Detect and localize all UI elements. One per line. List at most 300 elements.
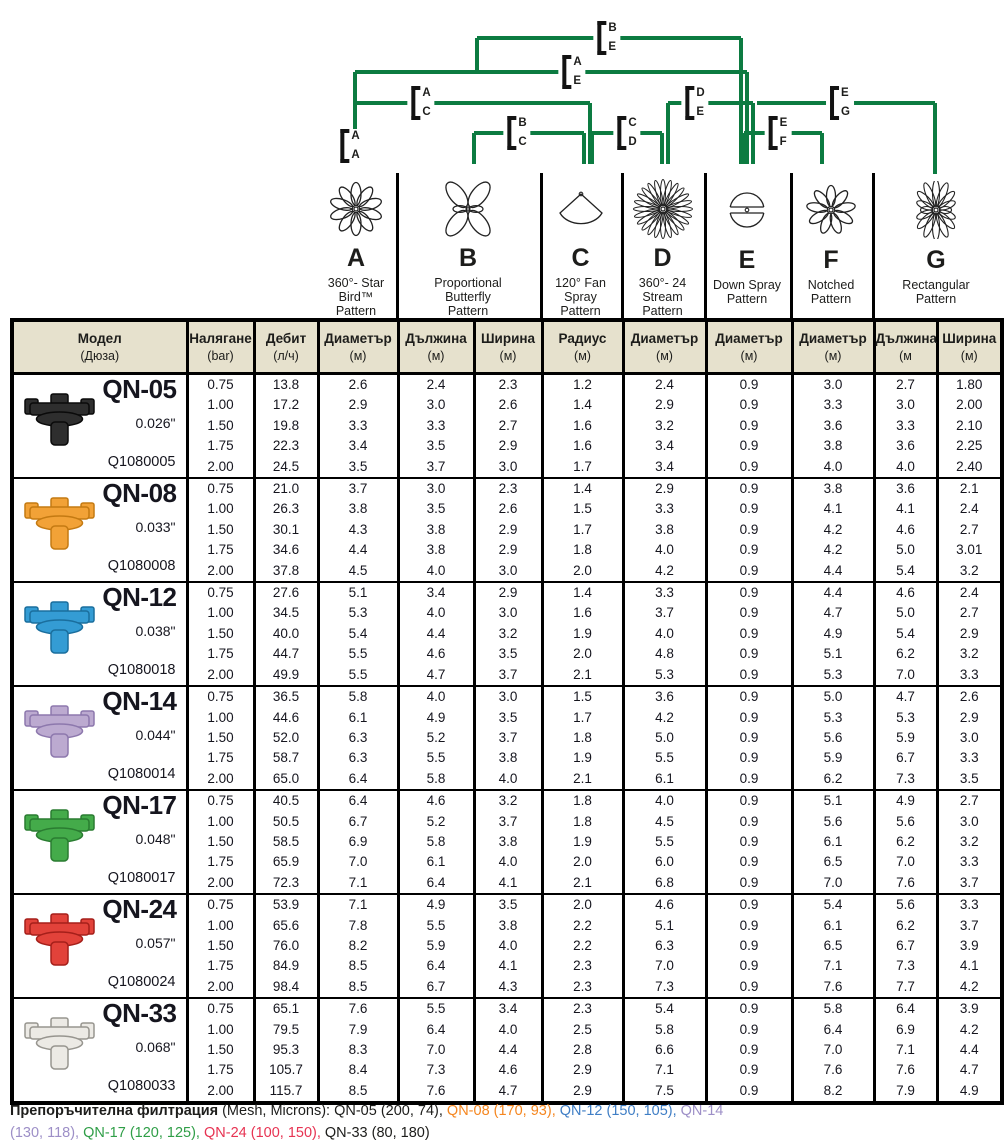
data-cell: 7.8 — [318, 916, 398, 936]
data-cell: 4.7 — [792, 603, 874, 623]
data-cell: 0.9 — [706, 665, 792, 686]
data-cell: 3.5 — [398, 436, 474, 456]
data-cell: 4.1 — [874, 499, 937, 519]
data-cell: 7.3 — [874, 769, 937, 790]
data-cell: 2.7 — [474, 416, 542, 436]
data-cell: 1.00 — [187, 499, 254, 519]
data-cell: 2.7 — [937, 790, 1002, 811]
data-cell: 2.1 — [542, 873, 623, 894]
part-number: Q1080018 — [107, 661, 176, 678]
footnote-segment: Препоръчителна филтрация — [10, 1103, 219, 1119]
data-cell: 5.3 — [318, 603, 398, 623]
data-cell: 5.9 — [874, 728, 937, 748]
data-cell: 1.50 — [187, 1040, 254, 1060]
data-cell: 7.0 — [398, 1040, 474, 1060]
data-cell: 7.6 — [792, 977, 874, 998]
butterfly-pattern-icon — [429, 178, 507, 240]
data-cell: 34.6 — [254, 540, 318, 560]
bracket-glyph — [597, 21, 606, 55]
data-cell: 7.1 — [623, 1060, 706, 1080]
data-cell: 2.25 — [937, 436, 1002, 456]
data-cell: 1.50 — [187, 624, 254, 644]
data-cell: 65.0 — [254, 769, 318, 790]
pattern-caption-line: Pattern — [335, 303, 377, 318]
data-cell: 2.9 — [474, 436, 542, 456]
data-cell: 3.0 — [937, 812, 1002, 832]
fan-spray-pattern-icon — [551, 185, 611, 233]
data-cell: 1.6 — [542, 436, 623, 456]
data-cell: 2.9 — [937, 708, 1002, 728]
pattern-caption — [434, 276, 501, 318]
orifice-size: 0.044" — [135, 727, 176, 744]
data-cell: 2.1 — [937, 478, 1002, 499]
nozzle-icon — [24, 600, 96, 656]
data-cell: 0.9 — [706, 561, 792, 582]
data-cell: 7.3 — [623, 977, 706, 998]
table-row — [12, 686, 1002, 707]
pattern-letter: E — [738, 246, 756, 274]
data-cell: 0.9 — [706, 603, 792, 623]
data-cell: 3.8 — [792, 478, 874, 499]
data-cell: 5.1 — [792, 790, 874, 811]
data-cell: 76.0 — [254, 936, 318, 956]
data-cell: 6.7 — [398, 977, 474, 998]
bracket-line — [588, 103, 592, 164]
data-cell: 2.9 — [623, 478, 706, 499]
data-cell: 4.2 — [623, 561, 706, 582]
data-cell: 4.0 — [474, 936, 542, 956]
data-cell: 5.8 — [623, 1020, 706, 1040]
data-cell: 3.4 — [318, 436, 398, 456]
data-cell: 1.50 — [187, 520, 254, 540]
data-cell: 7.0 — [874, 665, 937, 686]
data-cell: 7.1 — [792, 956, 874, 976]
data-cell: 3.0 — [874, 395, 937, 415]
data-cell: 58.5 — [254, 832, 318, 852]
data-cell: 2.0 — [542, 852, 623, 872]
data-cell: 3.8 — [623, 520, 706, 540]
pattern-caption-line: Notched — [807, 278, 855, 292]
data-cell: 4.9 — [398, 708, 474, 728]
data-cell: 4.4 — [474, 1040, 542, 1060]
data-cell: 2.8 — [542, 1040, 623, 1060]
data-cell: 0.9 — [706, 582, 792, 603]
data-cell: 5.8 — [398, 769, 474, 790]
data-cell: 5.9 — [398, 936, 474, 956]
data-cell: 3.2 — [474, 790, 542, 811]
data-cell: 8.5 — [318, 1081, 398, 1103]
model-cell-QN-12 — [12, 582, 187, 686]
data-cell: 7.1 — [874, 1040, 937, 1060]
orifice-size: 0.068" — [135, 1039, 176, 1056]
data-cell: 40.0 — [254, 624, 318, 644]
data-cell: 0.9 — [706, 686, 792, 707]
data-cell: 3.0 — [937, 728, 1002, 748]
bracket-label-EF — [765, 116, 792, 150]
data-cell: 2.40 — [937, 457, 1002, 478]
part-number: Q1080017 — [107, 869, 176, 886]
bracket-label-BC — [503, 116, 530, 150]
nozzle-icon — [24, 392, 96, 448]
data-cell: 0.75 — [187, 998, 254, 1019]
data-cell: 5.1 — [318, 582, 398, 603]
data-cell: 3.0 — [792, 374, 874, 396]
part-number: Q1080024 — [107, 973, 176, 990]
bracket-top-letter: E — [779, 116, 788, 129]
data-cell: 4.4 — [318, 540, 398, 560]
data-cell: 2.3 — [474, 374, 542, 396]
bracket-glyph — [562, 55, 571, 89]
data-cell: 1.7 — [542, 457, 623, 478]
data-cell: 5.2 — [398, 812, 474, 832]
data-cell: 3.8 — [474, 832, 542, 852]
data-cell: 6.3 — [318, 728, 398, 748]
data-cell: 2.00 — [187, 1081, 254, 1103]
data-cell: 1.4 — [542, 582, 623, 603]
data-cell: 5.3 — [623, 665, 706, 686]
bracket-top-letter: B — [608, 21, 617, 34]
bracket-line — [353, 72, 357, 130]
data-cell: 5.4 — [623, 998, 706, 1019]
data-cell: 2.9 — [623, 395, 706, 415]
data-cell: 6.4 — [792, 1020, 874, 1040]
data-cell: 1.2 — [542, 374, 623, 396]
data-cell: 7.5 — [623, 1081, 706, 1103]
data-cell: 5.2 — [398, 728, 474, 748]
bracket-glyph — [685, 86, 694, 120]
bracket-line — [472, 133, 476, 164]
data-cell: 3.8 — [318, 499, 398, 519]
footnote-segment: QN-24 (100, 150), — [204, 1125, 325, 1141]
data-cell: 6.1 — [318, 708, 398, 728]
pattern-caption-line: Pattern — [560, 303, 601, 318]
data-cell: 1.00 — [187, 395, 254, 415]
data-cell: 5.6 — [792, 812, 874, 832]
data-cell: 3.7 — [623, 603, 706, 623]
data-cell: 84.9 — [254, 956, 318, 976]
data-cell: 3.3 — [398, 416, 474, 436]
data-cell: 4.4 — [792, 561, 874, 582]
data-cell: 58.7 — [254, 748, 318, 768]
data-cell: 4.0 — [623, 624, 706, 644]
data-cell: 5.8 — [398, 832, 474, 852]
data-cell: 5.4 — [318, 624, 398, 644]
data-cell: 5.8 — [792, 998, 874, 1019]
column-header-7: Диаметър (м) — [623, 320, 706, 374]
data-cell: 5.4 — [874, 561, 937, 582]
data-cell: 3.8 — [792, 436, 874, 456]
data-cell: 4.7 — [474, 1081, 542, 1103]
data-cell: 3.2 — [623, 416, 706, 436]
data-cell: 1.00 — [187, 708, 254, 728]
data-cell: 0.9 — [706, 624, 792, 644]
data-cell: 0.9 — [706, 748, 792, 768]
data-cell: 1.50 — [187, 416, 254, 436]
data-cell: 3.3 — [937, 852, 1002, 872]
data-cell: 2.0 — [542, 894, 623, 915]
data-cell: 1.00 — [187, 812, 254, 832]
pattern-caption — [555, 276, 606, 318]
data-cell: 3.3 — [937, 665, 1002, 686]
star-bird-pattern-icon — [324, 178, 388, 240]
bracket-glyph — [830, 86, 839, 120]
data-cell: 1.4 — [542, 478, 623, 499]
pattern-caption-line: 360°- Star — [327, 275, 385, 290]
data-cell: 0.9 — [706, 873, 792, 894]
data-cell: 95.3 — [254, 1040, 318, 1060]
data-cell: 1.8 — [542, 728, 623, 748]
data-cell: 115.7 — [254, 1081, 318, 1103]
model-cell-QN-08 — [12, 478, 187, 582]
data-cell: 4.6 — [874, 582, 937, 603]
data-cell: 4.9 — [937, 1081, 1002, 1103]
pattern-caption — [713, 278, 781, 306]
data-cell: 4.3 — [318, 520, 398, 540]
orifice-size: 0.026" — [135, 415, 176, 431]
bracket-line — [933, 103, 937, 174]
part-number: Q1080008 — [107, 557, 176, 574]
data-cell: 4.4 — [398, 624, 474, 644]
column-header-1: Налягане (bar) — [187, 320, 254, 374]
data-cell: 5.1 — [623, 916, 706, 936]
data-cell: 5.3 — [792, 665, 874, 686]
data-cell: 36.5 — [254, 686, 318, 707]
data-cell: 13.8 — [254, 374, 318, 396]
data-cell: 4.2 — [937, 1020, 1002, 1040]
data-cell: 7.9 — [318, 1020, 398, 1040]
data-cell: 2.4 — [398, 374, 474, 396]
data-cell: 2.3 — [542, 998, 623, 1019]
data-cell: 6.0 — [623, 852, 706, 872]
data-cell: 1.00 — [187, 916, 254, 936]
data-cell: 5.5 — [318, 665, 398, 686]
data-cell: 105.7 — [254, 1060, 318, 1080]
pattern-cell-F — [790, 173, 872, 318]
pattern-caption-line: Pattern — [447, 303, 489, 318]
data-cell: 1.9 — [542, 624, 623, 644]
data-cell: 4.0 — [874, 457, 937, 478]
data-cell: 3.5 — [318, 457, 398, 478]
model-cell-QN-33 — [12, 998, 187, 1103]
pattern-caption — [639, 276, 686, 318]
pattern-caption-line: Pattern — [810, 292, 852, 307]
data-cell: 5.6 — [792, 728, 874, 748]
pattern-caption-line: Pattern — [726, 292, 768, 307]
data-cell: 7.3 — [874, 956, 937, 976]
data-cell: 3.5 — [398, 499, 474, 519]
footnote-segment: QN-12 (150, 105), — [559, 1103, 681, 1119]
data-cell: 6.4 — [398, 1020, 474, 1040]
pattern-letter: G — [926, 246, 946, 274]
data-cell: 4.7 — [937, 1060, 1002, 1080]
data-cell: 3.0 — [474, 457, 542, 478]
data-cell: 5.5 — [398, 748, 474, 768]
data-cell: 2.9 — [542, 1081, 623, 1103]
data-cell: 0.9 — [706, 374, 792, 396]
pattern-cell-A — [316, 173, 396, 318]
data-cell: 4.1 — [792, 499, 874, 519]
data-cell: 22.3 — [254, 436, 318, 456]
bracket-label-AA — [336, 129, 363, 163]
data-cell: 1.75 — [187, 956, 254, 976]
data-cell: 3.2 — [937, 561, 1002, 582]
orifice-size: 0.057" — [135, 935, 176, 952]
bracket-line — [660, 133, 664, 164]
data-cell: 1.9 — [542, 832, 623, 852]
data-cell: 0.9 — [706, 769, 792, 790]
model-cell-QN-14 — [12, 686, 187, 790]
data-cell: 3.4 — [623, 436, 706, 456]
part-number: Q1080014 — [107, 765, 176, 782]
data-cell: 2.0 — [542, 561, 623, 582]
data-cell: 6.3 — [623, 936, 706, 956]
data-cell: 2.9 — [542, 1060, 623, 1080]
data-cell: 2.00 — [187, 457, 254, 478]
data-cell: 0.9 — [706, 499, 792, 519]
data-cell: 4.2 — [937, 977, 1002, 998]
column-header-2: Дебит (л/ч) — [254, 320, 318, 374]
data-cell: 3.7 — [318, 478, 398, 499]
pattern-cell-G — [872, 173, 1000, 318]
bracket-bottom-letter: C — [518, 136, 527, 148]
column-header-6: Радиус (м) — [542, 320, 623, 374]
data-cell: 1.50 — [187, 936, 254, 956]
data-cell: 4.5 — [623, 812, 706, 832]
data-cell: 4.0 — [792, 457, 874, 478]
data-cell: 3.3 — [937, 894, 1002, 915]
data-cell: 4.4 — [792, 582, 874, 603]
data-cell: 2.1 — [542, 769, 623, 790]
data-cell: 6.4 — [398, 873, 474, 894]
table-row — [12, 478, 1002, 499]
data-cell: 1.80 — [937, 374, 1002, 396]
data-cell: 1.00 — [187, 1020, 254, 1040]
data-cell: 8.5 — [318, 977, 398, 998]
data-cell: 3.4 — [398, 582, 474, 603]
model-cell-QN-05 — [12, 374, 187, 479]
data-cell: 26.3 — [254, 499, 318, 519]
data-cell: 1.50 — [187, 728, 254, 748]
bracket-label-AC — [407, 86, 434, 120]
pattern-letter: B — [458, 243, 478, 272]
data-cell: 2.4 — [937, 582, 1002, 603]
data-cell: 7.6 — [398, 1081, 474, 1103]
data-cell: 7.6 — [874, 873, 937, 894]
data-cell: 0.9 — [706, 728, 792, 748]
data-cell: 3.3 — [937, 748, 1002, 768]
data-cell: 1.8 — [542, 540, 623, 560]
data-cell: 0.9 — [706, 1060, 792, 1080]
data-cell: 3.9 — [937, 936, 1002, 956]
table-row — [12, 790, 1002, 811]
data-cell: 4.0 — [474, 1020, 542, 1040]
data-cell: 34.5 — [254, 603, 318, 623]
data-cell: 5.3 — [792, 708, 874, 728]
model-name: QN-12 — [102, 582, 177, 613]
data-cell: 5.5 — [623, 832, 706, 852]
data-cell: 1.4 — [542, 395, 623, 415]
footnote-segment: (130, 118), — [10, 1125, 84, 1141]
data-cell: 49.9 — [254, 665, 318, 686]
table-row — [12, 374, 1002, 396]
model-name: QN-08 — [102, 478, 177, 509]
data-cell: 0.9 — [706, 708, 792, 728]
data-cell: 4.2 — [792, 540, 874, 560]
bracket-line — [355, 70, 747, 74]
orifice-size: 0.033" — [135, 519, 176, 536]
data-cell: 8.2 — [318, 936, 398, 956]
column-header-5: Ширина (м) — [474, 320, 542, 374]
data-cell: 5.5 — [398, 998, 474, 1019]
data-cell: 7.9 — [874, 1081, 937, 1103]
data-cell: 7.0 — [874, 852, 937, 872]
pattern-caption-line: 360°- 24 — [638, 275, 687, 290]
data-cell: 0.9 — [706, 916, 792, 936]
data-cell: 3.7 — [474, 728, 542, 748]
data-cell: 2.2 — [542, 936, 623, 956]
data-cell: 3.3 — [318, 416, 398, 436]
pattern-cell-E — [704, 173, 790, 318]
data-cell: 6.7 — [874, 748, 937, 768]
data-cell: 2.7 — [874, 374, 937, 396]
data-cell: 0.9 — [706, 644, 792, 664]
bracket-bottom-letter: E — [608, 41, 617, 53]
data-cell: 6.2 — [874, 644, 937, 664]
data-cell: 5.3 — [874, 708, 937, 728]
data-cell: 3.01 — [937, 540, 1002, 560]
data-cell: 0.9 — [706, 936, 792, 956]
data-cell: 3.2 — [937, 832, 1002, 852]
data-cell: 4.6 — [474, 1060, 542, 1080]
data-cell: 8.3 — [318, 1040, 398, 1060]
data-cell: 6.9 — [318, 832, 398, 852]
data-cell: 72.3 — [254, 873, 318, 894]
data-cell: 7.6 — [792, 1060, 874, 1080]
bracket-line — [666, 103, 670, 164]
data-cell: 5.4 — [792, 894, 874, 915]
bracket-line — [820, 133, 824, 164]
data-cell: 4.2 — [792, 520, 874, 540]
data-cell: 1.7 — [542, 520, 623, 540]
data-cell: 1.75 — [187, 1060, 254, 1080]
pattern-letter: C — [571, 243, 590, 272]
bracket-top-letter: A — [351, 129, 360, 142]
data-cell: 5.5 — [398, 916, 474, 936]
pattern-caption — [808, 278, 855, 306]
pattern-caption-line: Spray — [564, 289, 597, 304]
pattern-letter: A — [346, 243, 366, 272]
data-cell: 5.5 — [623, 748, 706, 768]
bracket-top-letter: C — [628, 116, 637, 129]
data-cell: 8.5 — [318, 956, 398, 976]
data-cell: 2.1 — [542, 665, 623, 686]
bracket-bottom-letter: E — [696, 106, 705, 118]
stream-pattern-icon — [630, 177, 696, 241]
data-cell: 0.9 — [706, 436, 792, 456]
table-row — [12, 998, 1002, 1019]
model-cell-QN-17 — [12, 790, 187, 894]
pattern-caption-line: Stream — [642, 289, 683, 304]
footnote-segment: (Mesh, Microns): QN-05 (200, 74), — [218, 1103, 447, 1119]
data-cell: 5.5 — [318, 644, 398, 664]
data-cell: 7.6 — [874, 1060, 937, 1080]
data-cell: 7.0 — [623, 956, 706, 976]
data-cell: 4.6 — [623, 894, 706, 915]
data-cell: 0.9 — [706, 1040, 792, 1060]
data-cell: 8.4 — [318, 1060, 398, 1080]
data-cell: 4.8 — [623, 644, 706, 664]
column-header-0: Модел (Дюза) — [12, 320, 187, 374]
